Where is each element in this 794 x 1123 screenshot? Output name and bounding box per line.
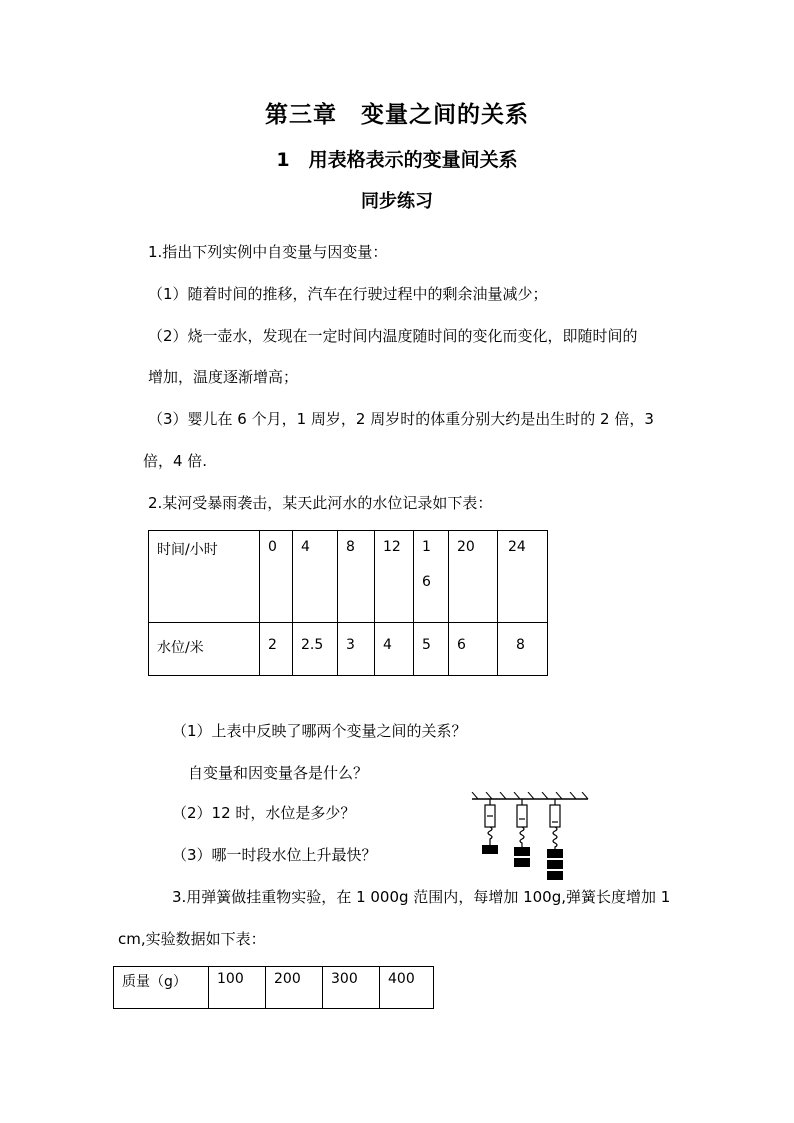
q3-stem-line2: cm,实验数据如下表： — [118, 930, 266, 948]
level-row — [149, 623, 548, 676]
q1-stem: 1.指出下列实例中自变量与因变量： — [148, 243, 388, 261]
q1-item3-line1: （3）婴儿在 6 个月，1 周岁，2 周岁时的体重分别大约是出生时的 2 倍，3 — [148, 410, 654, 428]
level-row-header: 水位/米 — [157, 640, 204, 656]
time-row — [149, 531, 548, 623]
weight-block — [547, 860, 563, 869]
table-cell: 24 — [508, 539, 526, 555]
table-cell: 20 — [457, 539, 475, 555]
table-cell: 8 — [516, 637, 525, 653]
water-level-table — [148, 530, 548, 676]
weight-block — [514, 858, 530, 867]
table-cell: 100 — [217, 971, 244, 987]
table-cell: 4 — [383, 637, 392, 653]
q1-item2-line1: （2）烧一壶水，发现在一定时间内温度随时间的变化而变化，即随时间的 — [148, 327, 638, 345]
table-cell: 200 — [274, 971, 301, 987]
table-cell-wrap: 6 — [422, 574, 431, 590]
weight-block — [482, 845, 498, 854]
mass-table — [113, 966, 434, 1009]
q2-sub3: （3）哪一时段水位上升最快？ — [172, 846, 377, 864]
table-cell: 2.5 — [301, 637, 324, 653]
q3-stem-line1: 3.用弹簧做挂重物实验，在 1 000g 范围内，每增加 100g,弹簧长度增加 1 — [172, 888, 671, 906]
table-cell: 12 — [383, 539, 401, 555]
q2-sub2: （2）12 时，水位是多少？ — [172, 804, 356, 822]
table-cell: 3 — [346, 637, 355, 653]
weight-block — [514, 847, 530, 856]
spring-1 — [485, 799, 495, 845]
table-cell: 5 — [422, 637, 431, 653]
q1-item1: （1）随着时间的推移，汽车在行驶过程中的剩余油量减少； — [148, 285, 548, 303]
q2-sub1-line1: （1）上表中反映了哪两个变量之间的关系？ — [172, 722, 467, 740]
q1-item3-line2: 倍，4 倍. — [143, 452, 208, 470]
mass-header: 质量（g） — [122, 974, 187, 990]
q1-item2-line2: 增加，温度逐渐增高； — [148, 368, 299, 386]
weight-block — [547, 849, 563, 858]
table-cell: 2 — [268, 637, 277, 653]
practice-title: 同步练习 — [361, 191, 433, 212]
weight-block — [547, 871, 563, 880]
table-cell: 6 — [457, 637, 466, 653]
table-cell: 8 — [346, 539, 355, 555]
q2-stem: 2.某河受暴雨袭击，某天此河水的水位记录如下表： — [148, 494, 493, 512]
q2-sub1-line2: 自变量和因变量各是什么？ — [188, 764, 369, 782]
table-cell: 400 — [388, 971, 415, 987]
mass-row — [114, 967, 434, 1009]
chapter-title: 第三章 变量之间的关系 — [265, 102, 529, 128]
section-title: 1 用表格表示的变量间关系 — [276, 149, 518, 171]
spring-2 — [517, 799, 527, 847]
spring-weights-illustration — [466, 792, 592, 882]
table-cell: 1 — [422, 539, 431, 555]
spring-3 — [550, 799, 560, 849]
table-cell: 300 — [331, 971, 358, 987]
table-cell: 4 — [301, 539, 310, 555]
table-cell: 0 — [268, 539, 277, 555]
time-row-header: 时间/小时 — [157, 542, 218, 558]
